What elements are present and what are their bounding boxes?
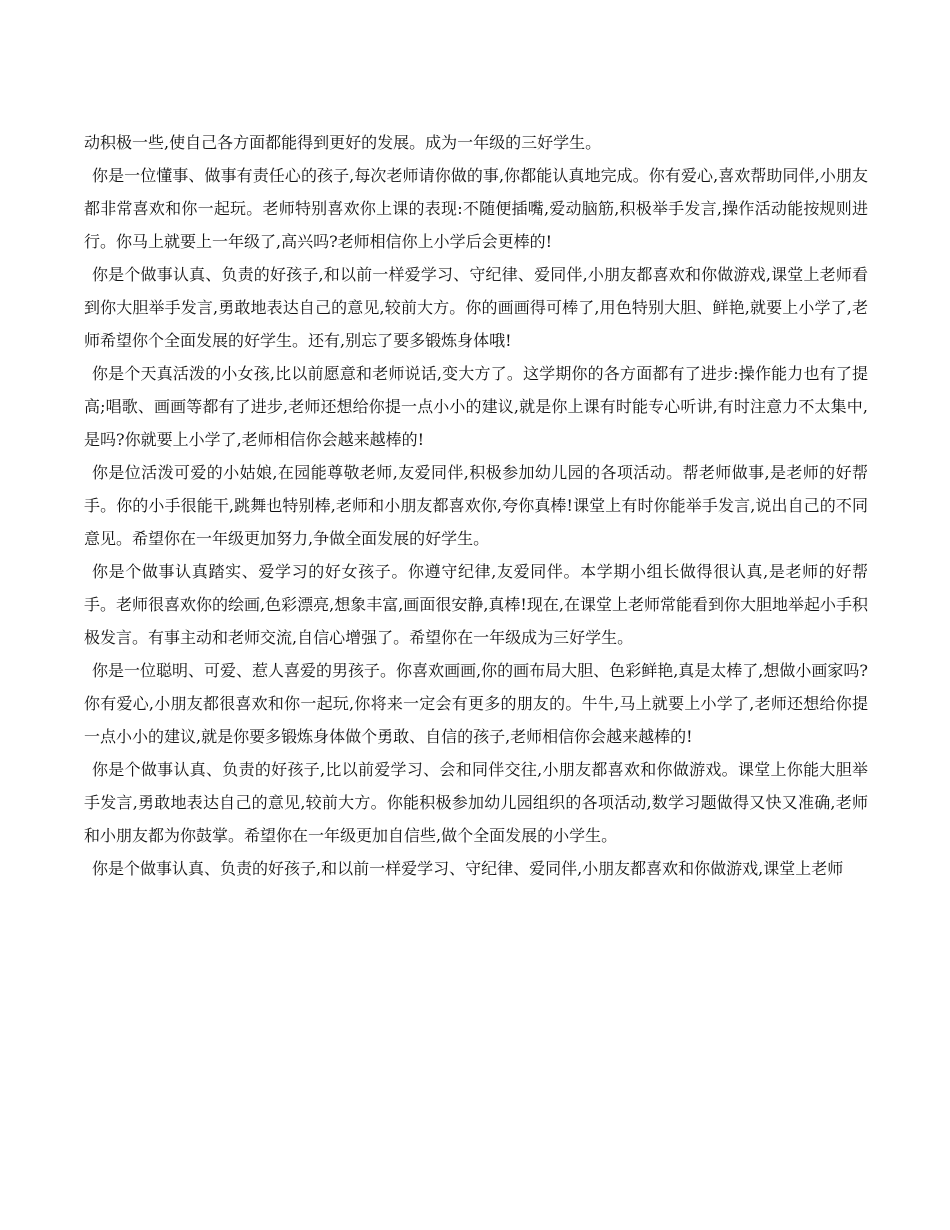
paragraph: 你是个做事认真踏实、爱学习的好女孩子。你遵守纪律,友爱同伴。本学期小组长做得很认真,是老师的好帮手。老师很喜欢你的绘画,色彩漂亮,想象丰富,画面很安静,真棒!现在,在课堂上老师常能看到你大胆地举起小手积极发言。有事主动和老师交流,自信心增强了。希望你在一年级成为三好学生。 xyxy=(84,562,868,647)
paragraph: 你是个天真活泼的小女孩,比以前愿意和老师说话,变大方了。这学期你的各方面都有了进步:操作能力也有了提高;唱歌、画画等都有了进步,老师还想给你提一点小小的建议,就是你上课有时能专心听讲,有时注意力不太集中,是吗?你就要上小学了,老师相信你会越来越棒的! xyxy=(84,364,868,449)
paragraph: 你是个做事认真、负责的好孩子,比以前爱学习、会和同伴交往,小朋友都喜欢和你做游戏。课堂上你能大胆举手发言,勇敢地表达自己的意见,较前大方。你能积极参加幼儿园组织的各项活动,数学习题做得又快又准确,老师和小朋友都为你鼓掌。希望你在一年级更加自信些,做个全面发展的小学生。 xyxy=(84,760,868,845)
document-body xyxy=(84,126,868,885)
paragraph-continuation: 动积极一些,使自己各方面都能得到更好的发展。成为一年级的三好学生。 xyxy=(84,133,602,152)
paragraph: 你是个做事认真、负责的好孩子,和以前一样爱学习、守纪律、爱同伴,小朋友都喜欢和你做游戏,课堂上老师 xyxy=(92,859,844,878)
paragraph: 你是一位聪明、可爱、惹人喜爱的男孩子。你喜欢画画,你的画布局大胆、色彩鲜艳,真是太棒了,想做小画家吗?你有爱心,小朋友都很喜欢和你一起玩,你将来一定会有更多的朋友的。牛牛,马上就要上小学了,老师还想给你提一点小小的建议,就是你要多锻炼身体做个勇敢、自信的孩子,老师相信你会越来越棒的! xyxy=(84,661,868,746)
paragraph: 你是一位懂事、做事有责任心的孩子,每次老师请你做的事,你都能认真地完成。你有爱心,喜欢帮助同伴,小朋友都非常喜欢和你一起玩。老师特别喜欢你上课的表现:不随便插嘴,爱动脑筋,积极举手发言,操作活动能按规则进行。你马上就要上一年级了,高兴吗?老师相信你上小学后会更棒的! xyxy=(84,166,868,251)
paragraph: 你是位活泼可爱的小姑娘,在园能尊敬老师,友爱同伴,积极参加幼儿园的各项活动。帮老师做事,是老师的好帮手。你的小手很能干,跳舞也特别棒,老师和小朋友都喜欢你,夸你真棒!课堂上有时你能举手发言,说出自己的不同意见。希望你在一年级更加努力,争做全面发展的好学生。 xyxy=(84,463,868,548)
paragraph: 你是个做事认真、负责的好孩子,和以前一样爱学习、守纪律、爱同伴,小朋友都喜欢和你做游戏,课堂上老师看到你大胆举手发言,勇敢地表达自己的意见,较前大方。你的画画得可棒了,用色特别大胆、鲜艳,就要上小学了,老师希望你个全面发展的好学生。还有,别忘了要多锻炼身体哦! xyxy=(84,265,868,350)
